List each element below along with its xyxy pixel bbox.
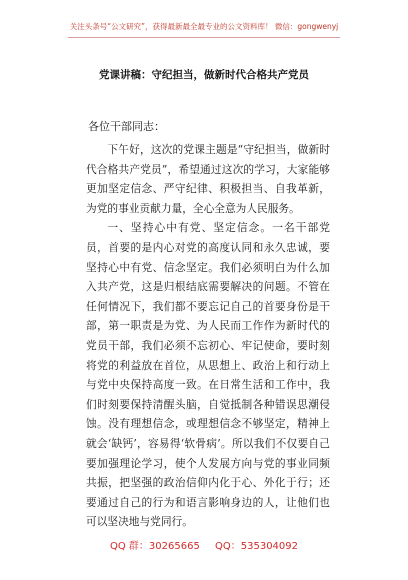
document-body bbox=[86, 140, 330, 532]
footer-qq-group: QQ 群：30265665 bbox=[109, 541, 200, 552]
document-title: 党课讲稿：守纪担当，做新时代合格共产党员 bbox=[99, 69, 309, 81]
paragraph: 下午好，这次的党课主题是“守纪担当，做新时代合格共产党员”，希望通过这次的学习，大家能够更加坚定信念、严守纪律、积极担当、自我革新，为党的事业贡献力量，全心全意为人民服务。 bbox=[86, 143, 330, 215]
salutation: 各位干部同志： bbox=[88, 120, 165, 133]
footer-contact bbox=[0, 541, 408, 553]
header-divider bbox=[68, 37, 340, 38]
footer-qq: QQ：535304092 bbox=[215, 541, 299, 552]
header-banner: 关注头条号“公文研究”，获得最新最全最专业的公文资料库！ 微信：gongwenyj bbox=[69, 22, 339, 31]
paragraph: 一、坚持心中有党、坚定信念。一名干部党员，首要的是内心对党的高度认同和永久忠诚，要坚持心中有党、信念坚定。我们必须明白为什么加入共产党，这是归根结底需要解决的问题。不管在任何情况下，我们都不要忘记自己的首要身份是干部，第一职责是为党、为人民而工作作为新时代的党员干部，我们必须不忘初心、牢记使命，要时刻将党的利益放在首位，从思想上、政治上和行动上与党中央保持高度一致。在日常生活和工作中，我们时刻要保持清醒头脑，自觉抵制各种错误思潮侵蚀。没有理想信念，或理想信念不够坚定，精神上就会‘缺钙’，容易得‘软骨病’。所以我们不仅要自己要加强理论学习，使个人发展方向与党的事业同频共振，把坚强的政治信仰内化于心、外化于行；还要通过自己的行为和语言影响身边的人，让他们也可以坚决地与党同行。 bbox=[86, 221, 330, 529]
